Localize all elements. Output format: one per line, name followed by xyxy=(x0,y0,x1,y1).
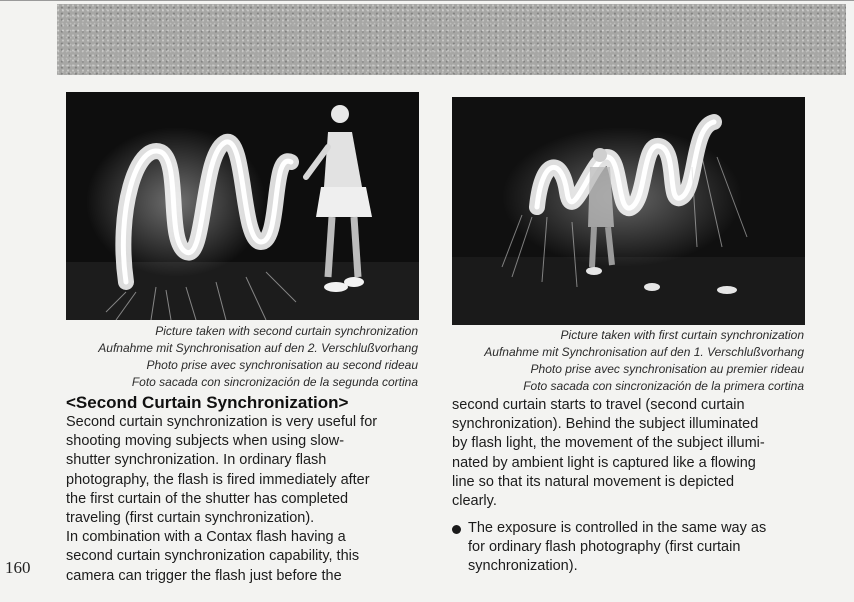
caption-line: Aufnahme mit Synchronisation auf den 1. Verschlußvorhang xyxy=(484,345,804,359)
body-line: line so that its natural movement is depicted xyxy=(452,473,735,490)
photo-caption-1 xyxy=(98,323,418,391)
body-text-right xyxy=(452,396,765,511)
bullet-dot-icon xyxy=(452,525,461,534)
body-line: clearly. xyxy=(452,493,497,510)
body-line: the first curtain of the shutter has completed xyxy=(66,490,349,507)
body-text-left xyxy=(66,413,377,586)
body-line: second curtain synchronization capability, this xyxy=(66,548,360,565)
body-line: Second curtain synchronization is very useful for xyxy=(66,414,378,430)
body-line: synchronization). Behind the subject illuminated xyxy=(452,416,759,433)
bullet-line: synchronization). xyxy=(468,558,578,575)
photo-second-curtain xyxy=(66,92,419,320)
body-line: camera can trigger the flash just before the xyxy=(66,567,342,584)
caption-line: Aufnahme mit Synchronisation auf den 2. Verschlußvorhang xyxy=(98,341,418,355)
body-line: photography, the flash is fired immediately after xyxy=(66,471,370,488)
header-band xyxy=(57,4,846,75)
caption-line: Photo prise avec synchronisation au second rideau xyxy=(146,358,418,372)
body-line: shutter synchronization. In ordinary flash xyxy=(66,452,327,469)
body-line: second curtain starts to travel (second curtain xyxy=(452,397,745,413)
top-rule xyxy=(0,0,854,1)
body-line: In combination with a Contax flash having a xyxy=(66,529,346,546)
bullet-line: The exposure is controlled in the same way as xyxy=(468,520,767,536)
body-line: by flash light, the movement of the subject illumi- xyxy=(452,435,765,452)
caption-line: Picture taken with second curtain synchronization xyxy=(155,324,418,338)
photo-caption-2 xyxy=(484,327,804,395)
photo-first-curtain xyxy=(452,97,805,325)
body-line: nated by ambient light is captured like a flowing xyxy=(452,454,756,471)
section-heading: <Second Curtain Synchronization> xyxy=(66,393,349,412)
caption-line: Photo prise avec synchronisation au premier rideau xyxy=(530,362,804,376)
caption-line: Foto sacada con sincronización de la primera cortina xyxy=(523,379,804,393)
body-line: traveling (first curtain synchronization). xyxy=(66,510,315,527)
bullet-line: for ordinary flash photography (first curtain xyxy=(468,539,741,556)
body-line: shooting moving subjects when using slow- xyxy=(66,433,345,450)
page-number: 160 xyxy=(5,558,31,577)
caption-line: Picture taken with first curtain synchronization xyxy=(560,328,804,342)
bullet-text xyxy=(468,519,766,577)
caption-line: Foto sacada con sincronización de la segunda cortina xyxy=(131,375,418,389)
